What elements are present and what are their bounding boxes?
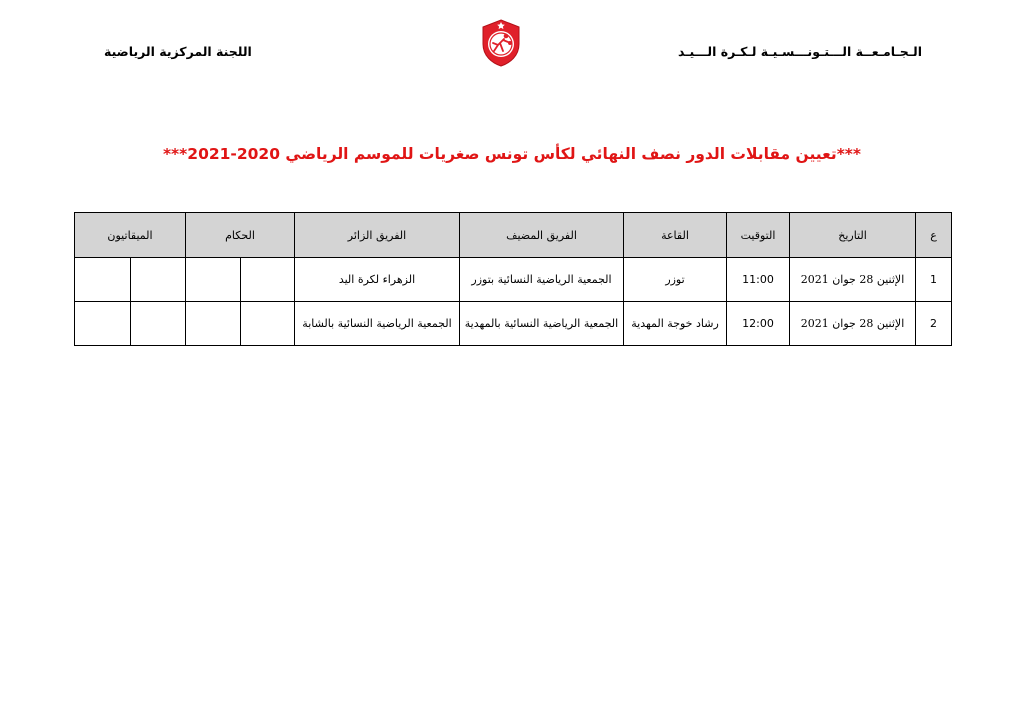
page-title: ***تعيين مقابلات الدور نصف النهائي لكأس تونس صغريات للموسم الرياضي 2020-2021*** (162, 145, 862, 163)
cell-num: 2 (916, 302, 952, 346)
cell-num: 1 (916, 258, 952, 302)
col-header-home: الفريق المضيف (460, 213, 624, 258)
cell-date: الإثنين 28 جوان 2021 (790, 302, 916, 346)
cell-referee-2 (186, 302, 241, 346)
cell-venue: توزر (624, 258, 727, 302)
cell-time: 12:00 (727, 302, 790, 346)
table-row (75, 302, 952, 346)
col-header-away: الفريق الزائر (295, 213, 460, 258)
cell-referee-1 (241, 302, 295, 346)
col-header-date: التاريخ (790, 213, 916, 258)
cell-away-team: الزهراء لكرة اليد (295, 258, 460, 302)
col-header-time: التوقيت (727, 213, 790, 258)
cell-date: الإثنين 28 جوان 2021 (790, 258, 916, 302)
cell-time: 11:00 (727, 258, 790, 302)
federation-name: الـجـامـعــة الـــتـونـــسـيـة لـكـرة الـــيـد (678, 44, 922, 59)
table-row (75, 258, 952, 302)
col-header-num: ع (916, 213, 952, 258)
cell-referee-1 (241, 258, 295, 302)
col-header-timekeepers: الميقاتيون (75, 213, 186, 258)
committee-name: اللجنة المركزية الرياضية (104, 44, 252, 59)
cell-timekeeper-1 (131, 302, 186, 346)
cell-timekeeper-1 (131, 258, 186, 302)
cell-home-team: الجمعية الرياضية النسائية بتوزر (460, 258, 624, 302)
col-header-referees: الحكام (186, 213, 295, 258)
federation-logo-icon (479, 18, 523, 68)
cell-timekeeper-2 (75, 258, 131, 302)
col-header-venue: القاعة (624, 213, 727, 258)
schedule-table (74, 212, 952, 346)
cell-referee-2 (186, 258, 241, 302)
cell-venue: رشاد خوجة المهدية (624, 302, 727, 346)
cell-away-team: الجمعية الرياضية النسائية بالشابة (295, 302, 460, 346)
cell-timekeeper-2 (75, 302, 131, 346)
cell-home-team: الجمعية الرياضية النسائية بالمهدية (460, 302, 624, 346)
table-header-row (75, 213, 952, 258)
